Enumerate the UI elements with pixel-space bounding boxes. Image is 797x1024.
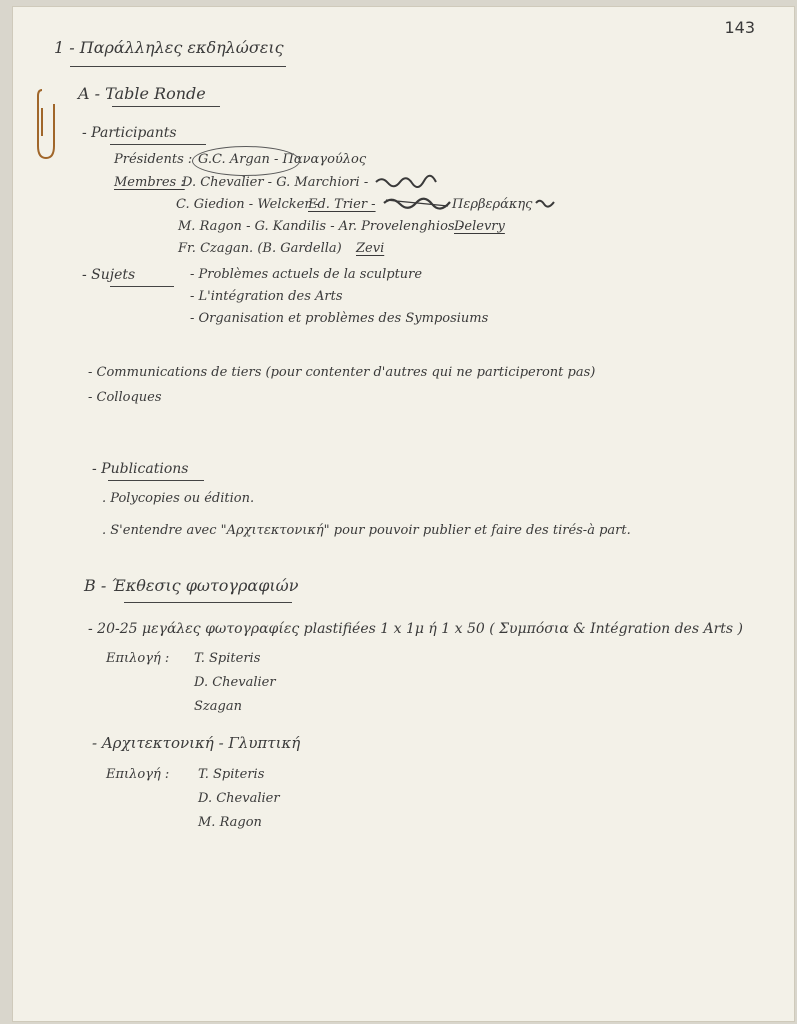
section-a-heading: A - Table Ronde: [78, 84, 206, 103]
participants-underline: [110, 144, 206, 145]
section-b-heading: B - Έκθεσις φωτογραφιών: [84, 576, 299, 595]
arch-selection-label: Επιλογή :: [106, 767, 170, 782]
communications-line: - Communications de tiers (pour contenter d'autres qui ne participeront pas): [88, 365, 596, 380]
photo-exhibition-line: - 20-25 μεγάλες φωτογραφίες plastifiées 1 x 1μ ή 1 x 50 ( Συμπόσια & Intégration des Arts ): [88, 621, 743, 637]
crossed-out-name-icon: [534, 196, 556, 208]
sujet-item: - Organisation et problèmes des Symposiums: [190, 311, 489, 326]
page-title: 1 - Παράλληλες εκδηλώσεις: [54, 38, 284, 57]
title-underline: [70, 66, 286, 67]
members-line-3a: M. Ragon - G. Kandilis - Ar. Provelenghios -: [178, 219, 464, 234]
members-line-2a: C. Giedion - Welcker -: [176, 197, 320, 212]
sujet-item: - L'intégration des Arts: [190, 289, 343, 304]
architecture-sculpture-label: - Αρχιτεκτονική - Γλυπτική: [92, 734, 301, 752]
presidents-names: G.C. Argan - Παναγούλος: [198, 152, 367, 167]
argan-circle: [192, 146, 300, 176]
members-label: Membres :: [114, 175, 185, 190]
publications-item: . Polycopies ou édition.: [102, 491, 255, 506]
sujets-underline: [110, 286, 174, 287]
members-line-2c: Περβεράκης: [452, 197, 533, 212]
section-a-underline: [112, 106, 220, 107]
page-number: 143: [724, 18, 755, 37]
photo-selection-label: Επιλογή :: [106, 651, 170, 666]
crossed-out-name-icon: [374, 174, 438, 188]
photo-selector-name: Szagan: [194, 699, 242, 714]
photo-selector-name: T. Spiteris: [194, 651, 261, 666]
members-line-1: D. Chevalier - G. Marchiori -: [182, 175, 369, 190]
section-b-underline: [124, 602, 292, 603]
paper-clip-icon: [36, 84, 58, 164]
crossed-out-name-icon: [382, 194, 452, 210]
sujets-label: - Sujets: [82, 267, 136, 283]
members-line-4a: Fr. Czagan. (B. Gardella): [178, 241, 342, 256]
publications-underline: [108, 480, 204, 481]
arch-selector-name: D. Chevalier: [198, 791, 280, 806]
photo-selector-name: D. Chevalier: [194, 675, 276, 690]
colloques-line: - Colloques: [88, 390, 162, 405]
publications-label: - Publications: [92, 461, 189, 477]
members-line-2b: Ed. Trier -: [308, 197, 376, 212]
sujet-item: - Problèmes actuels de la sculpture: [190, 267, 423, 282]
arch-selector-name: M. Ragon: [198, 815, 262, 830]
manuscript-page: [12, 6, 795, 1022]
presidents-label: Présidents :: [114, 152, 193, 167]
publications-item: . S'entendre avec "Αρχιτεκτονική" pour pouvoir publier et faire des tirés-à part.: [102, 523, 631, 538]
participants-label: - Participants: [82, 125, 177, 141]
members-line-3b: Delevry: [454, 219, 505, 234]
arch-selector-name: T. Spiteris: [198, 767, 265, 782]
members-line-4b: Zevi: [356, 241, 385, 256]
